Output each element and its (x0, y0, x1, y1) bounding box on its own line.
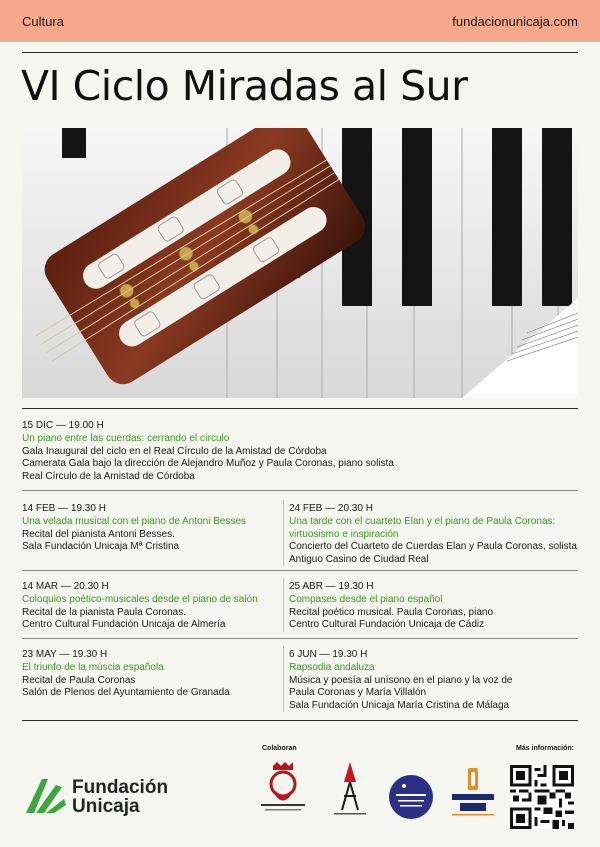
event-date: 15 DIC — 19.00 H (22, 420, 104, 431)
event-line: Gala Inaugural del ciclo en el Real Círculo de la Amistad de Córdoba (22, 445, 327, 457)
granada-2031-logo-icon (448, 768, 498, 820)
colaboran-label: Colaboran (262, 745, 297, 752)
event-title: Coloquios poético-musicales desde el piano de salón (22, 593, 258, 605)
column-divider (283, 500, 284, 566)
event-title: Un piano entre las cuerdas: cerrando el círculo (22, 432, 230, 444)
page-title: VI Ciclo Miradas al Sur (21, 62, 468, 110)
event-line: Música y poesía al unísono en el piano y la voz de (289, 674, 513, 686)
event-line: Sala Fundación Unicaja Mª Cristina (22, 541, 180, 553)
real-circulo-crest-icon (255, 762, 311, 816)
event-item (289, 649, 579, 713)
event-line: Concierto del Cuarteto de Cuerdas Elan y Paula Coronas, solista (289, 541, 577, 553)
event-line: Centro Cultural Fundación Unicaja de Almería (22, 619, 226, 631)
event-title: Una tarde con el cuarteto Elan y el piano de Paula Coronas: (289, 515, 556, 527)
event-line: Centro Cultural Fundación Unicaja de Cádiz (289, 619, 485, 631)
event-date: 24 FEB — 20.30 H (289, 503, 373, 514)
event-item (289, 503, 579, 567)
event-title: Compases desde el piano español (289, 593, 443, 605)
event-item (22, 581, 280, 632)
top-bar (0, 0, 600, 42)
event-line: Real Círculo de la Amistad de Córdoba (22, 471, 195, 483)
event-line: Sala Fundación Unicaja María Cristina de Málaga (289, 700, 510, 712)
event-title: El triunfo de la múscia española (22, 661, 164, 673)
top-rule (22, 52, 578, 53)
event-date: 14 MAR — 20.30 H (22, 581, 109, 592)
event-line: Recital de la pianista Paula Coronas. (22, 606, 186, 618)
unicaja-logo-text: Fundación Unicaja (72, 777, 169, 817)
event-date: 6 JUN — 19.30 H (289, 649, 368, 660)
event-item (22, 649, 280, 700)
unicaja-logo-icon (24, 775, 66, 815)
event-line: Recital del pianista Antoni Besses. (22, 528, 175, 540)
hero-image (22, 128, 578, 398)
website-link[interactable]: fundacionunicaja.com (452, 13, 578, 29)
event-line: Recital de Paula Coronas (22, 674, 136, 686)
event-title: Una velada musical con el piano de Antoni Besses (22, 515, 247, 527)
column-divider (283, 578, 284, 632)
footer-rule (22, 720, 578, 721)
event-item (289, 581, 579, 632)
qr-code[interactable] (510, 765, 574, 829)
event-item (22, 420, 572, 484)
more-info-label: Más información: (516, 745, 574, 752)
manuel-del-zulue-logo-icon (330, 760, 370, 818)
event-title: virtuosismo e inspiración (289, 528, 399, 540)
universidad-popular-almeria-logo-icon (388, 774, 434, 820)
event-line: Paula Coronas y María Villalón (289, 687, 427, 699)
event-line: Recital poético musical. Paula Coronas, piano (289, 606, 493, 618)
event-line: Antiguo Casino de Ciudad Real (289, 554, 429, 566)
section-label: Cultura (22, 13, 64, 29)
divider (22, 570, 578, 571)
event-item (22, 503, 280, 554)
event-line: Salón de Plenos del Ayuntamiento de Granada (22, 687, 230, 699)
divider (22, 490, 578, 491)
section-rule (22, 408, 578, 409)
column-divider (283, 646, 284, 712)
event-date: 25 ABR — 19.30 H (289, 581, 374, 592)
divider (22, 638, 578, 639)
event-title: Rapsodia andaluza (289, 661, 375, 673)
event-date: 14 FEB — 19.30 H (22, 503, 106, 514)
guitar-piano-illustration (22, 128, 578, 398)
event-date: 23 MAY — 19.30 H (22, 649, 108, 660)
event-line: Camerata Gala bajo la dirección de Alejandro Muñoz y Paula Coronas, piano solista (22, 458, 394, 470)
